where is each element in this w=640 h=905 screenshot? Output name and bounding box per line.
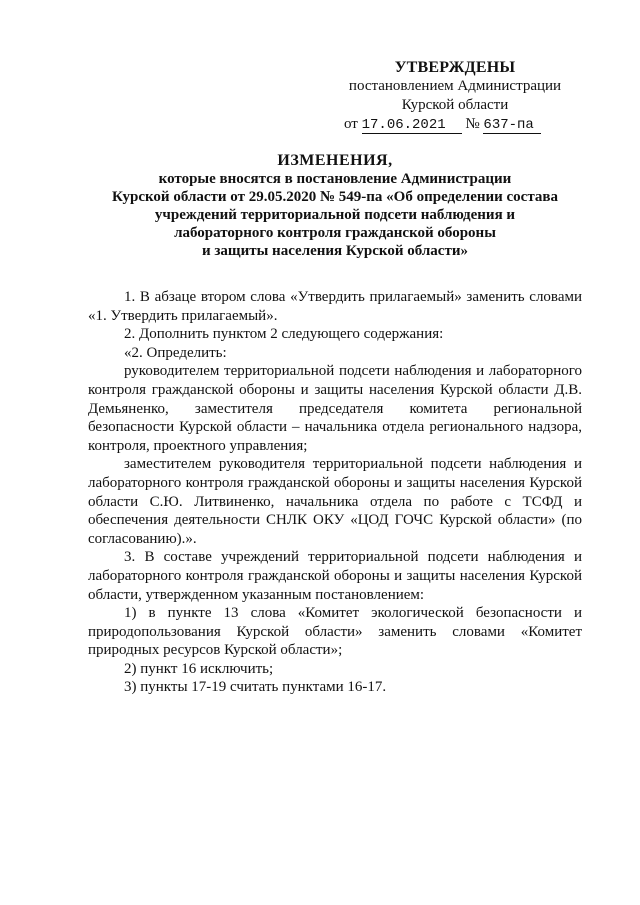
document-body <box>88 288 582 697</box>
title-line-2: Курской области от 29.05.2020 № 549-па «Об определении состава <box>111 189 558 205</box>
paragraph-8: 2) пункт 16 исключить; <box>124 660 274 677</box>
approval-date: 17.06.2021 <box>362 118 462 134</box>
approval-date-line <box>330 115 580 134</box>
document-title <box>70 152 600 260</box>
paragraph-4: руководителем территориальной подсети наблюдения и лабораторного контроля гражданской обороны и защиты населения Курской области Д.В. Демьяненко, заместителя председателя комитета региональной безопасности Курской области – начальника отдела регионального надзора, контроля, проектного управления; <box>88 363 582 454</box>
approval-line-1: постановлением Администрации <box>348 78 562 94</box>
approval-number: 637-па <box>483 118 541 134</box>
paragraph-3: «2. Определить: <box>124 344 227 361</box>
number-prefix: № <box>465 116 480 132</box>
paragraph-6: 3. В составе учреждений территориальной подсети наблюдения и лабораторного контроля гражданской обороны и защиты населения Курской области, утвержденном указанным постановлением: <box>88 549 582 603</box>
title-line-4: лабораторного контроля гражданской обороны <box>174 225 496 241</box>
title-line-1: которые вносятся в постановление Администрации <box>158 171 512 187</box>
title-line-3: учреждений территориальной подсети наблюдения и <box>154 207 516 223</box>
title-line-5: и защиты населения Курской области» <box>202 243 468 259</box>
paragraph-9: 3) пункты 17-19 считать пунктами 16-17. <box>124 679 387 696</box>
date-prefix: от <box>344 116 358 132</box>
approval-block <box>330 58 580 134</box>
paragraph-5: заместителем руководителя территориальной подсети наблюдения и лабораторного контроля гражданской обороны и защиты населения Курской области С.Ю. Литвиненко, начальника отдела по работе с ТСФД и обеспечения деятельности СНЛК ОКУ «ЦОД ГОЧС Курской области» (по согласованию).». <box>88 456 582 547</box>
approval-heading: УТВЕРЖДЕНЫ <box>394 59 516 76</box>
title-main: ИЗМЕНЕНИЯ, <box>277 152 393 169</box>
paragraph-7: 1) в пункте 13 слова «Комитет экологической безопасности и природопользования Курской области» заменить словами «Комитет природных ресурсов Курской области»; <box>88 605 582 659</box>
paragraph-2: 2. Дополнить пунктом 2 следующего содержания: <box>124 326 444 343</box>
approval-line-2: Курской области <box>401 97 509 113</box>
paragraph-1: 1. В абзаце втором слова «Утвердить прилагаемый» заменить словами «1. Утвердить прилагаемый». <box>88 289 582 324</box>
